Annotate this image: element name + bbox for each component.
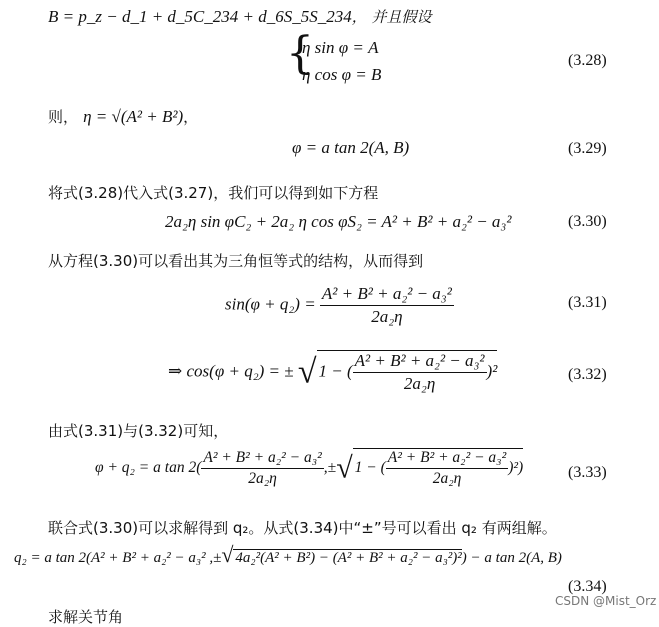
q2-solution-equation (14, 542, 562, 568)
sin-denominator: 2a₂η (371, 307, 403, 326)
eq333-numerator-2: A² + B² + a₂² − a₃² (386, 449, 508, 469)
sin-equation (225, 284, 454, 327)
system-eq-1: η sin φ = A (302, 38, 379, 57)
eq333-numerator-1: A² + B² + a₂² − a₃² (201, 449, 323, 469)
left-brace: { (286, 28, 314, 79)
b-definition-math: B = p_z − d_1 + d_5C_234 + d_6S_5S_234 (48, 7, 352, 26)
cos-equation (168, 350, 497, 394)
eta-definition-line (48, 106, 198, 127)
eq334-part-a: q₂ = a tan 2(A² + B² + a₂² − a₃² ,± (14, 550, 222, 566)
sin-lhs: sin(φ + q₂) = (225, 294, 316, 314)
equation-number-3-32: (3.32) (568, 366, 607, 383)
b-definition-equation (48, 6, 432, 27)
eq333-radicand (353, 448, 524, 488)
paragraph-trig-structure: 从方程(3.30)可以看出其为三角恒等式的结构，从而得到 (48, 252, 424, 270)
sin-numerator: A² + B² + a₂² − a₃² (320, 284, 454, 306)
eq333-denominator-2: 2a₂η (432, 470, 462, 487)
cos-denominator: 2a₂η (403, 374, 436, 393)
cos-lhs: ⇒ cos(φ + q₂) = ± (168, 361, 294, 381)
radicand-suffix: )² (486, 361, 498, 381)
csdn-watermark: CSDN @Mist_Orz (555, 594, 657, 608)
eq333-radicand-prefix: 1 − ( (354, 459, 386, 477)
cos-radicand (317, 350, 498, 394)
paragraph-substitution: 将式(3.28)代入式(3.27)，我们可以得到如下方程 (48, 184, 379, 202)
cos-fraction (353, 351, 487, 394)
eta-comma: ， (183, 108, 199, 126)
then-text: 则， (48, 108, 79, 126)
equation-number-3-33: (3.33) (568, 464, 607, 481)
b-definition-text: ， 并且假设 (351, 8, 432, 26)
radical-sign: √ (336, 451, 353, 485)
eq334-part-b: ) − a tan 2(A, B) (461, 550, 562, 566)
equation-number-3-34: (3.34) (568, 578, 607, 595)
phi-plus-q2-equation (95, 448, 523, 488)
eq333-fraction-2 (386, 449, 508, 488)
radicand-prefix: 1 − ( (318, 361, 353, 381)
equation-number-3-28: (3.28) (568, 52, 607, 69)
eq333-radicand-suffix: )²) (508, 459, 524, 477)
paragraph-two-solutions: 联合式(3.30)可以求解得到 q₂。从式(3.34)中“±”号可以看出 q₂ 有两组解。 (48, 519, 557, 537)
equation-number-3-29: (3.29) (568, 140, 607, 157)
eq333-lhs: φ + q₂ = a tan 2( (95, 459, 202, 477)
eq334-radicand: 4a₂²(A² + B²) − (A² + B² + a₂² − a₃²)² (235, 550, 462, 566)
clipped-next-line: 求解关节角 (48, 608, 124, 626)
eq333-fraction-1 (201, 449, 323, 488)
cos-numerator: A² + B² + a₂² − a₃² (353, 351, 487, 373)
sin-fraction (320, 284, 454, 327)
system-eq-2: η cos φ = B (302, 65, 382, 84)
phi-atan2-equation: φ = a tan 2(A, B) (292, 138, 410, 157)
radical-sign: √ (297, 353, 317, 391)
equation-number-3-31: (3.31) (568, 294, 607, 311)
eq333-denominator-1: 2a₂η (248, 470, 277, 487)
eta-equation: η = √(A² + B²) (83, 107, 184, 126)
equation-number-3-30: (3.30) (568, 213, 607, 230)
eq333-mid: ,± (323, 459, 337, 477)
radical-sign: √ (221, 542, 234, 567)
paragraph-from-equations: 由式(3.31)与(3.32)可知， (48, 422, 229, 440)
trig-identity-equation: 2a₂η sin φC₂ + 2a₂ η cos φS₂ = A² + B² + a₂² − a₃² (165, 212, 512, 231)
